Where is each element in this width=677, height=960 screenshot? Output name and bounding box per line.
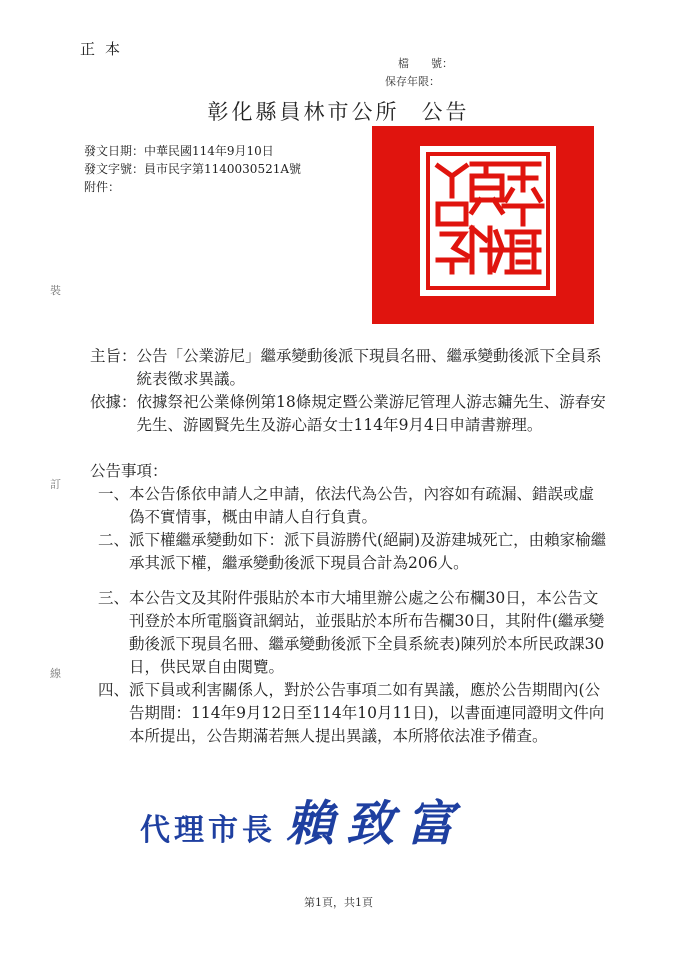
signature-block <box>140 785 466 854</box>
item-number: 二、 <box>98 531 130 549</box>
issuing-organization: 彰化縣員林市公所 <box>207 100 400 124</box>
basis-section <box>90 391 610 437</box>
item-text: 派下權繼承變動如下：派下員游勝代(絕嗣)及游建城死亡，由賴家榆繼承其派下權，繼承變動後派下現員合計為206人。 <box>129 531 607 572</box>
document-title <box>0 96 677 126</box>
copy-mark: 正本 <box>80 40 131 58</box>
item-number: 一、 <box>98 485 130 503</box>
binding-mark: 裝 <box>50 284 61 297</box>
item-text: 本公告文及其附件張貼於本市大埔里辦公處之公布欄30日，本公告文刊登於本所電腦資訊網站，並張貼於本所布告欄30日，其附件(繼承變動後派下現員名冊、繼承變動後派下全員系統表)陳列於本所民政課30日，供民眾自由閱覽。 <box>129 589 605 676</box>
official-seal <box>372 126 594 324</box>
item-number: 三、 <box>98 589 130 607</box>
signatory-name: 賴致富 <box>286 796 467 852</box>
retention-period-label: 保存年限： <box>385 75 440 88</box>
archive-number-label: 檔 號： <box>398 57 453 70</box>
notice-item <box>98 483 608 529</box>
page-number: 第1頁，共1頁 <box>304 896 373 909</box>
binding-mark: 訂 <box>50 478 61 491</box>
notice-item <box>98 587 608 679</box>
attachment-label: 附件： <box>84 180 121 194</box>
subject-text: 公告「公業游尼」繼承變動後派下現員名冊、繼承變動後派下全員系統表徵求異議。 <box>136 347 602 388</box>
items-heading: 公告事項： <box>90 462 168 480</box>
subject-section <box>90 345 610 391</box>
binding-mark: 線 <box>50 667 61 680</box>
seal-glyphs-icon <box>372 126 594 324</box>
signatory-title: 代理市長 <box>140 813 276 848</box>
notice-item <box>98 679 608 748</box>
basis-text: 依據祭祀公業條例第18條規定暨公業游尼管理人游志鏞先生、游春安先生、游國賢先生及游心語女士114年9月4日申請書辦理。 <box>136 393 606 434</box>
item-text: 派下員或利害關係人，對於公告事項二如有異議，應於公告期間內(公告期間：114年9月12日至114年10月11日)，以書面連同證明文件向本所提出，公告期滿若無人提出異議，本所將依法准予備查。 <box>129 681 605 745</box>
subject-label: 主旨： <box>90 347 137 365</box>
issue-date: 發文日期：中華民國114年9月10日 <box>84 144 274 158</box>
document-type: 公告 <box>421 100 470 124</box>
item-number: 四、 <box>98 681 130 699</box>
item-text: 本公告係依申請人之申請，依法代為公告，內容如有疏漏、錯誤或虛偽不實情事，概由申請人自行負責。 <box>129 485 595 526</box>
basis-label: 依據： <box>90 393 137 411</box>
document-number: 發文字號：員市民字第1140030521A號 <box>84 162 302 176</box>
notice-item <box>98 529 608 575</box>
